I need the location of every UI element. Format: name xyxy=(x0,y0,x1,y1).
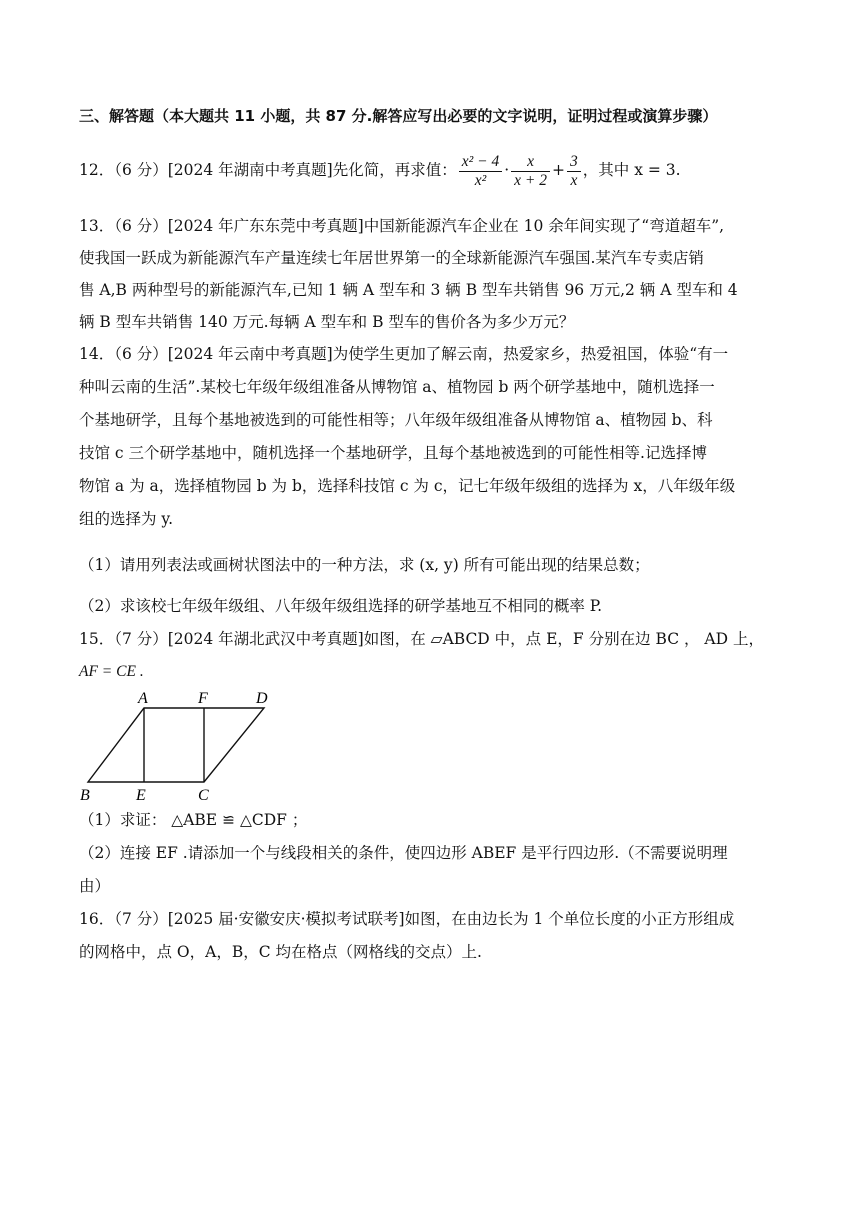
q16-line-2: 的网格中，点 O，A，B，C 均在格点（网格线的交点）上. xyxy=(79,943,482,961)
label-e: E xyxy=(136,787,146,804)
label-d: D xyxy=(256,690,268,707)
q12-frac2-numerator: x xyxy=(511,153,550,172)
q13-line-3: 售 A,B 两种型号的新能源汽车,已知 1 辆 A 型车和 3 辆 B 型车共销售 96 万元,2 辆 A 型车和 4 xyxy=(79,281,738,299)
q12-dot: · xyxy=(504,161,510,179)
q12-plus: + xyxy=(552,161,566,179)
label-b: B xyxy=(80,787,90,804)
q15-line-2: AF = CE . xyxy=(79,663,144,680)
q12-frac1-numerator: x² − 4 xyxy=(459,153,503,172)
q14-line-2: 种叫云南的生活”.某校七年级年级组准备从博物馆 a、植物园 b 两个研学基地中，随机选择一 xyxy=(79,378,715,396)
q13-line-2: 使我国一跃成为新能源汽车产量连续七年居世界第一的全球新能源汽车强国.某汽车专卖店销 xyxy=(79,249,704,267)
q15-part-2-line-1: （2）连接 EF .请添加一个与线段相关的条件，使四边形 ABEF 是平行四边形.（不需要说明理 xyxy=(79,844,728,862)
q14-part-1: （1）请用列表法或画树状图法中的一种方法，求 (x, y) 所有可能出现的结果总数； xyxy=(79,556,650,574)
q14-line-4: 技馆 c 三个研学基地中，随机选择一个基地研学，且每个基地被选到的可能性相等.记选择博 xyxy=(79,444,707,462)
q14-part-2: （2）求该校七年级年级组、八年级年级组选择的研学基地互不相同的概率 P. xyxy=(79,597,603,615)
q14-line-3: 个基地研学，且每个基地被选到的可能性相等；八年级年级组准备从博物馆 a、植物园 b、科 xyxy=(79,411,713,429)
parallelogram-abcd xyxy=(88,708,264,782)
label-f: F xyxy=(198,690,208,707)
q14-line-5: 物馆 a 为 a，选择植物园 b 为 b，选择科技馆 c 为 c，记七年级年级组的选择为 x，八年级年级 xyxy=(79,477,736,495)
q12-fraction-2 xyxy=(511,153,550,190)
q12-fraction-1 xyxy=(459,153,503,190)
q15-part-1: （1）求证： △ABE ≌ △CDF ； xyxy=(79,811,308,829)
q16-line-1: 16．（7 分）[2025 届·安徽安庆·模拟考试联考]如图，在由边长为 1 个单位长度的小正方形组成 xyxy=(79,910,735,928)
q15-part-2-line-2: 由） xyxy=(79,877,111,895)
q12-frac2-denominator: x + 2 xyxy=(514,171,548,189)
q12-prefix: 12．（6 分）[2024 年湖南中考真题]先化简，再求值： xyxy=(79,161,457,179)
q12-suffix: ，其中 x = 3. xyxy=(582,161,681,179)
parallelogram-figure xyxy=(78,688,278,806)
q12-fraction-3 xyxy=(567,153,581,190)
q12-frac3-denominator: x xyxy=(570,171,578,189)
q12-frac3-numerator: 3 xyxy=(567,153,581,172)
q14-line-1: 14．（6 分）[2024 年云南中考真题]为使学生更加了解云南，热爱家乡，热爱祖国，体验“有一 xyxy=(79,345,729,363)
q13-line-4: 辆 B 型车共销售 140 万元.每辆 A 型车和 B 型车的售价各为多少万元？ xyxy=(79,313,575,331)
label-c: C xyxy=(198,787,209,804)
section-heading: 三、解答题（本大题共 11 小题，共 87 分.解答应写出必要的文字说明，证明过程或演算步骤） xyxy=(79,107,718,125)
q13-line-1: 13．（6 分）[2024 年广东东莞中考真题]中国新能源汽车企业在 10 余年间实现了“弯道超车”, xyxy=(79,217,725,235)
q15-line-1: 15．（7 分）[2024 年湖北武汉中考真题]如图，在 ▱ABCD 中，点 E，F 分别在边 BC ， AD 上， xyxy=(79,630,764,648)
label-a: A xyxy=(138,690,148,707)
q12-frac1-denominator: x² xyxy=(474,171,487,189)
q14-line-6: 组的选择为 y. xyxy=(79,510,174,528)
question-12 xyxy=(79,150,681,194)
